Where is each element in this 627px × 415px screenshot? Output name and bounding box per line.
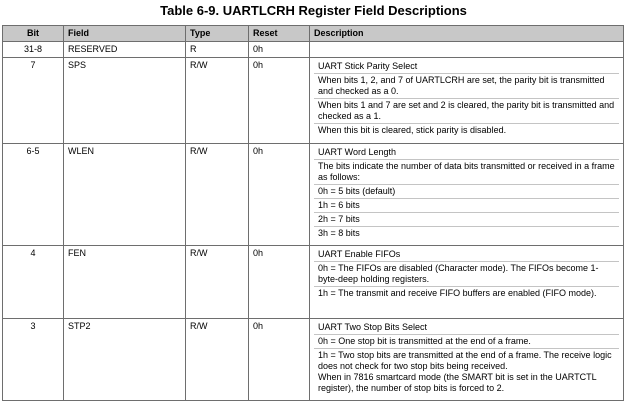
description-line: UART Word Length bbox=[314, 146, 619, 160]
table-body bbox=[3, 42, 624, 401]
cell-type: R/W bbox=[186, 246, 249, 319]
cell-field: FEN bbox=[64, 246, 186, 319]
cell-bit: 31-8 bbox=[3, 42, 64, 58]
table-row bbox=[3, 144, 624, 246]
cell-description bbox=[310, 58, 624, 144]
table-row bbox=[3, 58, 624, 144]
description-line: 0h = The FIFOs are disabled (Character mode). The FIFOs become 1-byte-deep holding registers. bbox=[314, 262, 619, 287]
cell-type: R/W bbox=[186, 58, 249, 144]
cell-description bbox=[310, 42, 624, 58]
cell-field: STP2 bbox=[64, 319, 186, 401]
description-line: The bits indicate the number of data bits transmitted or received in a frame as follows: bbox=[314, 160, 619, 185]
cell-type: R/W bbox=[186, 144, 249, 246]
register-field-table bbox=[2, 25, 624, 401]
cell-reset: 0h bbox=[249, 319, 310, 401]
cell-reset: 0h bbox=[249, 58, 310, 144]
table-row bbox=[3, 319, 624, 401]
description-line: 0h = 5 bits (default) bbox=[314, 185, 619, 199]
header-reset: Reset bbox=[249, 26, 310, 42]
cell-bit: 4 bbox=[3, 246, 64, 319]
cell-reset: 0h bbox=[249, 246, 310, 319]
description-line: 3h = 8 bits bbox=[318, 228, 360, 238]
cell-bit: 3 bbox=[3, 319, 64, 401]
description-line: UART Two Stop Bits Select bbox=[314, 321, 619, 335]
cell-description bbox=[310, 246, 624, 319]
description-line: 0h = One stop bit is transmitted at the end of a frame. bbox=[314, 335, 619, 349]
header-field: Field bbox=[64, 26, 186, 42]
table-row bbox=[3, 42, 624, 58]
header-description: Description bbox=[310, 26, 624, 42]
cell-type: R/W bbox=[186, 319, 249, 401]
cell-bit: 6-5 bbox=[3, 144, 64, 246]
description-line: 1h = Two stop bits are transmitted at the end of a frame. The receive logic does not check for two stop bits being received. When in 7816 smartcard mode (the SMART bit is set in the UARTCTL register), the number of stop bits is forced to 2. bbox=[318, 350, 612, 393]
cell-field: WLEN bbox=[64, 144, 186, 246]
cell-reset: 0h bbox=[249, 144, 310, 246]
cell-field: RESERVED bbox=[64, 42, 186, 58]
table-title: Table 6-9. UARTLCRH Register Field Descriptions bbox=[160, 3, 467, 18]
cell-field: SPS bbox=[64, 58, 186, 144]
description-line: 1h = 6 bits bbox=[314, 199, 619, 213]
cell-type: R bbox=[186, 42, 249, 58]
cell-bit: 7 bbox=[3, 58, 64, 144]
description-line: 2h = 7 bits bbox=[314, 213, 619, 227]
cell-description bbox=[310, 144, 624, 246]
description-line: UART Enable FIFOs bbox=[314, 248, 619, 262]
description-line: UART Stick Parity Select bbox=[314, 60, 619, 74]
description-line: When bits 1, 2, and 7 of UARTLCRH are set, the parity bit is transmitted and checked as a 0. bbox=[314, 74, 619, 99]
cell-reset: 0h bbox=[249, 42, 310, 58]
table-row bbox=[3, 246, 624, 319]
header-type: Type bbox=[186, 26, 249, 42]
cell-description bbox=[310, 319, 624, 401]
table-header-row bbox=[3, 26, 624, 42]
description-line: 1h = The transmit and receive FIFO buffers are enabled (FIFO mode). bbox=[318, 288, 597, 298]
description-line: When this bit is cleared, stick parity is disabled. bbox=[318, 125, 507, 135]
description-line: When bits 1 and 7 are set and 2 is cleared, the parity bit is transmitted and checked as a 1. bbox=[314, 99, 619, 124]
header-bit: Bit bbox=[3, 26, 64, 42]
